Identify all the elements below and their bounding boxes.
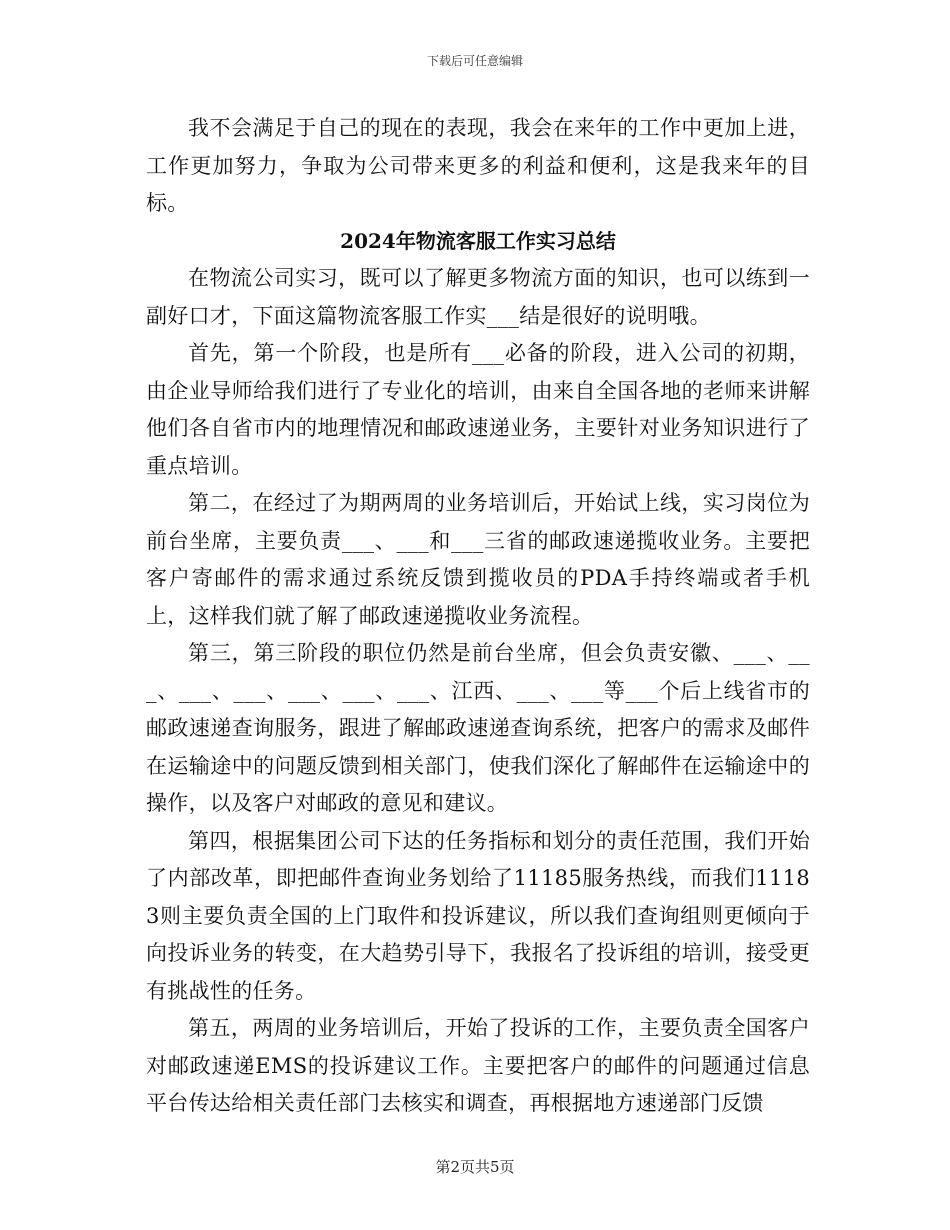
paragraph-2: 首先，第一个阶段，也是所有___必备的阶段，进入公司的初期，由企业导师给我们进行了专业化的培训，由来自全国各地的老师来讲解他们各自省市内的地理情况和邮政速递业务，主要针对业务知识进行了重点培训。	[146, 341, 810, 478]
intro-paragraph: 我不会满足于自己的现在的表现，我会在来年的工作中更加上进，工作更加努力，争取为公司带来更多的利益和便利，这是我来年的目标。	[146, 116, 810, 215]
paragraph-6: 第五，两周的业务培训后，开始了投诉的工作，主要负责全国客户对邮政速递EMS的投诉建议工作。主要把客户的邮件的问题通过信息平台传达给相关责任部门去核实和调查，再根据地方速递部门反馈	[146, 1016, 810, 1115]
paragraph-3: 第二，在经过了为期两周的业务培训后，开始试上线，实习岗位为前台坐席，主要负责___、___和___三省的邮政速递揽收业务。主要把客户寄邮件的需求通过系统反馈到揽收员的PDA手持终端或者手机上，这样我们就了解了邮政速递揽收业务流程。	[146, 491, 810, 628]
page-header: 下载后可任意编辑	[426, 54, 523, 68]
paragraph-5: 第四，根据集团公司下达的任务指标和划分的责任范围，我们开始了内部改革，即把邮件查询业务划给了11185服务热线，而我们11183则主要负责全国的上门取件和投诉建议，所以我们查询组则更倾向于向投诉业务的转变，在大趋势引导下，我报名了投诉组的培训，接受更有挑战性的任务。	[146, 828, 810, 1003]
paragraph-1: 在物流公司实习，既可以了解更多物流方面的知识，也可以练到一副好口才，下面这篇物流客服工作实___结是很好的说明哦。	[146, 266, 810, 328]
document-body	[146, 110, 810, 1123]
document-title: 2024年物流客服工作实习总结	[340, 228, 616, 253]
page-number: 第2页共5页	[435, 1158, 515, 1176]
paragraph-4: 第三，第三阶段的职位仍然是前台坐席，但会负责安徽、___、___、___、___、___、___、___、江西、___、___等___个后上线省市的邮政速递查询服务，跟进了解邮政速递查询系统，把客户的需求及邮件在运输途中的问题反馈到相关部门，使我们深化了解邮件在运输途中的操作，以及客户对邮政的意见和建议。	[146, 641, 810, 815]
